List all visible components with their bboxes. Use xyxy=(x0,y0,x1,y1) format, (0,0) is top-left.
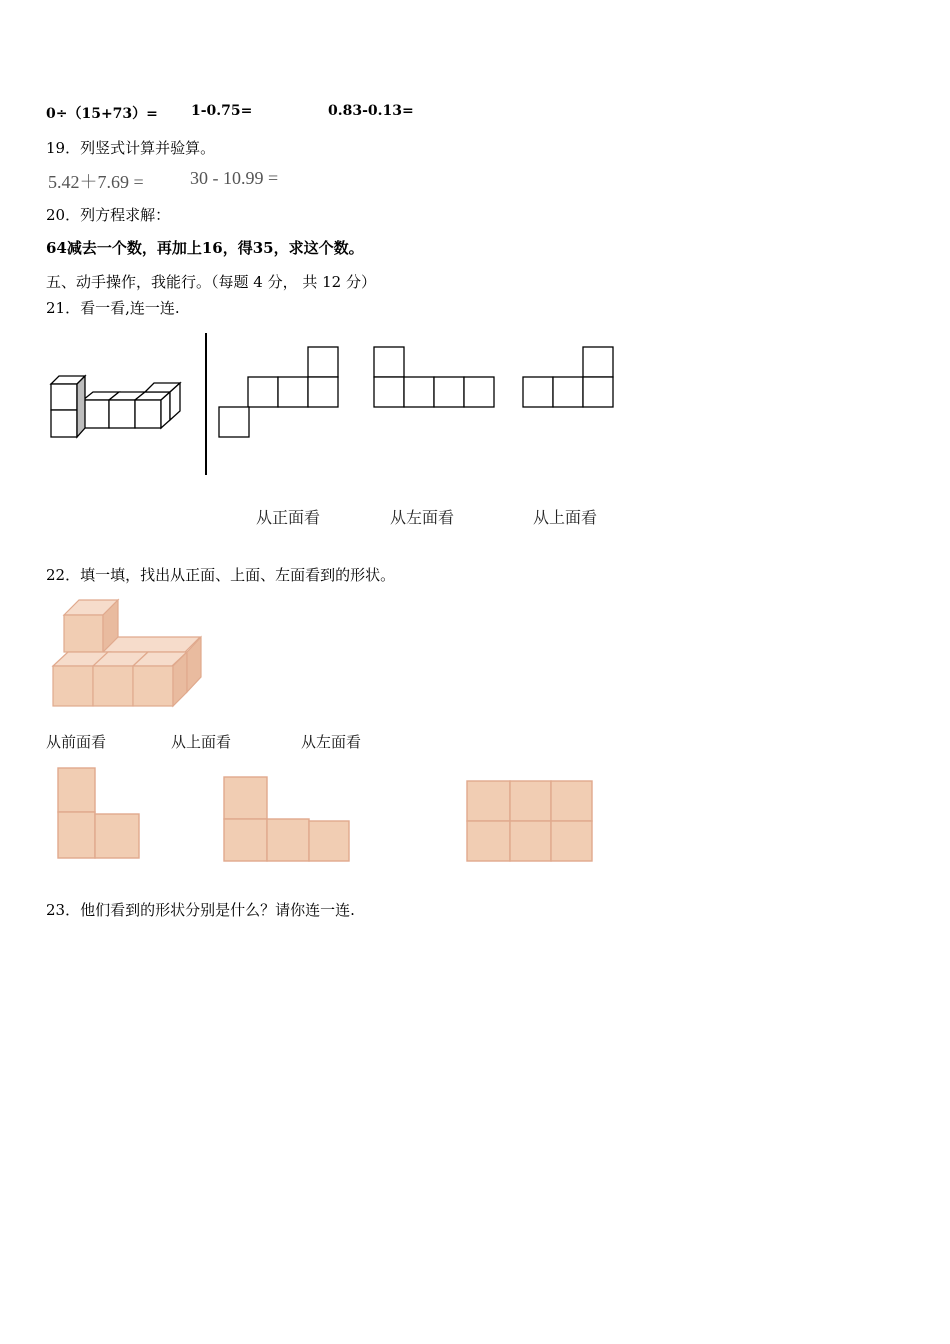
question-21-title: 21．看一看,连一连. xyxy=(46,299,180,317)
question-19-title: 19．列竖式计算并验算。 xyxy=(46,139,216,157)
q21-label-front: 从正面看 xyxy=(256,508,321,527)
q19-expression-2: 30 - 10.99 = xyxy=(190,168,279,188)
q21-label-top: 从上面看 xyxy=(533,508,598,527)
q22-label-front: 从前面看 xyxy=(46,733,107,751)
calc-item-3: 0.83-0.13= xyxy=(328,103,414,119)
q21-label-left: 从左面看 xyxy=(390,508,455,527)
question-20-text: 64减去一个数，再加上16，得35，求这个数。 xyxy=(46,239,364,257)
q19-expression-1: 5.42＋7.69 = xyxy=(48,172,144,192)
question-20-title: 20．列方程求解： xyxy=(46,206,171,224)
section-5-heading: 五、动手操作，我能行。（每题 4 分， 共 12 分） xyxy=(46,273,376,291)
q22-label-top: 从上面看 xyxy=(171,733,232,751)
calc-item-1: 0÷（15+73）= xyxy=(46,106,158,122)
question-23-title: 23．他们看到的形状分别是什么？请你连一连. xyxy=(46,901,355,919)
q22-label-left: 从左面看 xyxy=(301,733,362,751)
question-22-title: 22．填一填，找出从正面、上面、左面看到的形状。 xyxy=(46,566,396,584)
calc-item-2: 1-0.75= xyxy=(191,103,253,119)
